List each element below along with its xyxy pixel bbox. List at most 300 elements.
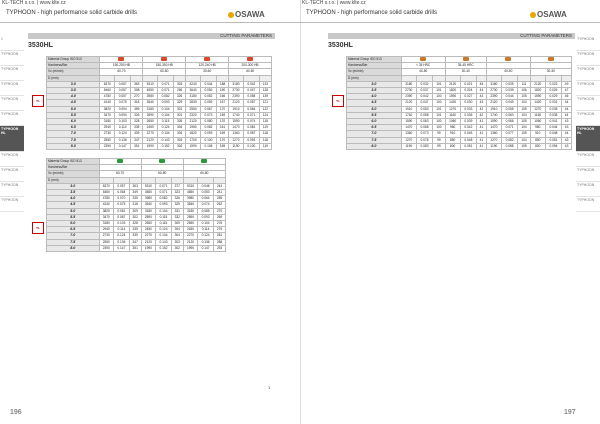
value-cell: 0.023 — [545, 81, 561, 87]
vc-cell: 40-50 — [229, 69, 272, 75]
value-cell: 0.152 — [158, 143, 174, 149]
value-cell: 3180 — [141, 208, 155, 214]
value-cell: 2120 — [143, 137, 158, 143]
value-cell: 2730 — [486, 88, 501, 94]
value-cell: 331 — [174, 106, 186, 112]
value-cell: 43 — [562, 143, 572, 149]
value-cell: 0.124 — [198, 233, 214, 239]
value-cell: 0.027 — [460, 94, 476, 100]
value-cell: 0.044 — [545, 125, 561, 131]
material-label: Material Group ISO 513 — [47, 57, 100, 63]
sideband-item: TYPHOON — [0, 96, 24, 111]
value-cell: 2890 — [143, 112, 158, 118]
value-cell: 122 — [259, 106, 271, 112]
value-cell: 1060 — [530, 119, 545, 125]
value-cell: 99 — [433, 137, 445, 143]
value-cell: 1270 — [486, 137, 501, 143]
value-cell: 170 — [216, 106, 228, 112]
value-cell: 0.103 — [114, 221, 130, 227]
value-cell: 303 — [171, 239, 183, 245]
value-cell: 0.038 — [545, 112, 561, 118]
value-cell: 167 — [216, 100, 228, 106]
sideband-item: TYPHOON — [0, 66, 24, 81]
value-cell: 0.075 — [115, 100, 131, 106]
diameter-cell: 6.5 — [347, 125, 402, 131]
value-cell: 339 — [129, 233, 141, 239]
sideband-item: TYPHOON — [576, 96, 600, 111]
value-cell: 0.082 — [156, 196, 172, 202]
diameter-label: D (mm) — [47, 177, 100, 183]
page-number: 197 — [564, 409, 576, 416]
value-cell: 0.071 — [156, 190, 172, 196]
value-cell: 3470 — [100, 112, 115, 118]
value-cell: 304 — [171, 227, 183, 233]
value-cell: 800 — [530, 143, 545, 149]
value-cell: 3180 — [186, 94, 201, 100]
value-cell: 3640 — [186, 88, 201, 94]
value-cell: 0.071 — [243, 112, 259, 118]
value-cell: 188 — [216, 81, 228, 87]
sideband-item: 1 — [0, 36, 24, 51]
sideband-item: TYPHOON — [0, 111, 24, 126]
osawa-logo: OSAWA — [530, 10, 567, 19]
value-cell: 1360 — [401, 131, 416, 137]
value-cell: 0.048 — [460, 137, 476, 143]
value-cell: 2450 — [183, 227, 197, 233]
value-cell: 42 — [477, 112, 487, 118]
value-cell: 3180 — [99, 221, 113, 227]
value-cell: 119 — [259, 125, 271, 131]
value-cell: 850 — [445, 137, 460, 143]
value-cell: 309 — [129, 208, 141, 214]
series-title: 3530HL — [328, 42, 353, 49]
diameter-cell: 5.0 — [47, 106, 100, 112]
value-cell: 363 — [129, 183, 141, 189]
value-cell: 0.033 — [460, 106, 476, 112]
value-cell: 1270 — [401, 137, 416, 143]
sideband-item: TYPHOON — [576, 51, 600, 66]
value-cell: 1360 — [229, 131, 244, 137]
page-header-title: TYPHOON - high performance solid carbide drills — [306, 10, 438, 16]
value-cell: 124 — [259, 112, 271, 118]
value-cell: 3180 — [100, 119, 115, 125]
value-cell: 2120 — [401, 100, 416, 106]
value-cell: 128 — [259, 88, 271, 94]
value-cell: 339 — [131, 131, 143, 137]
material-swatch-icon — [247, 57, 253, 61]
value-cell: 0.104 — [198, 221, 214, 227]
diameter-cell: 4.5 — [47, 202, 100, 208]
material-swatch-icon — [204, 57, 210, 61]
value-cell: 1190 — [401, 143, 416, 149]
value-cell: 347 — [131, 137, 143, 143]
value-cell: 43 — [562, 125, 572, 131]
sideband-item: TYPHOON — [0, 51, 24, 66]
value-cell: 43 — [562, 119, 572, 125]
value-cell: 0.044 — [501, 94, 517, 100]
value-cell: 41 — [477, 119, 487, 125]
value-cell: 0.046 — [198, 183, 214, 189]
value-cell: 326 — [131, 112, 143, 118]
value-cell: 5310 — [183, 183, 197, 189]
value-cell: 105 — [518, 119, 530, 125]
value-cell: 302 — [171, 245, 183, 251]
value-cell: 308 — [131, 88, 143, 94]
value-cell: 105 — [518, 143, 530, 149]
value-cell: 166 — [216, 94, 228, 100]
value-cell: 1740 — [229, 112, 244, 118]
value-cell: 0.124 — [156, 227, 172, 233]
value-cell: 133 — [259, 81, 271, 87]
material-swatch-icon — [159, 159, 165, 163]
value-cell: 0.066 — [501, 119, 517, 125]
value-cell: 99 — [433, 131, 445, 137]
value-cell: 2730 — [99, 233, 113, 239]
value-cell: 1470 — [229, 125, 244, 131]
value-cell: 0.087 — [114, 214, 130, 220]
value-cell: 0.103 — [115, 119, 131, 125]
value-cell: 0.075 — [114, 202, 130, 208]
diameter-cell: 6.0 — [347, 119, 402, 125]
diameter-label: D (mm) — [347, 75, 402, 81]
value-cell: 2730 — [401, 88, 416, 94]
diameter-cell: 4.0 — [47, 94, 100, 100]
vc-label: Vc (m/min) — [347, 69, 402, 75]
cutting-table-1 — [46, 56, 272, 150]
diameter-cell: 3.5 — [47, 190, 100, 196]
diameter-cell: 3.5 — [47, 88, 100, 94]
value-cell: 0.087 — [243, 131, 259, 137]
value-cell: 0.093 — [158, 100, 174, 106]
value-cell: 304 — [174, 131, 186, 137]
value-cell: 305 — [174, 119, 186, 125]
value-cell: 0.035 — [545, 106, 561, 112]
drill-symbol-icon: TL — [32, 222, 44, 234]
value-cell: 1910 — [486, 106, 501, 112]
vc-cell: 60-80 — [143, 69, 186, 75]
publisher-line: KL-TECH s.r.o. | www.klte.cz — [2, 0, 66, 6]
value-cell: 2120 — [183, 239, 197, 245]
value-cell: 101 — [433, 106, 445, 112]
sideband-item: TYPHOON — [0, 182, 24, 197]
value-cell: 49 — [562, 81, 572, 87]
sideband-item: TYPHOON — [576, 111, 600, 126]
sideband-item-active: TYPHOON HL — [0, 126, 24, 152]
value-cell: 351 — [129, 245, 141, 251]
value-cell: 335 — [129, 227, 141, 233]
value-cell: 0.114 — [115, 125, 131, 131]
value-cell: 0.106 — [200, 143, 216, 149]
value-cell: 0.134 — [156, 233, 172, 239]
cutting-table-2 — [46, 158, 226, 252]
value-cell: 0.077 — [501, 131, 517, 137]
diameter-cell: 8.0 — [47, 245, 100, 251]
value-cell: 910 — [445, 131, 460, 137]
value-cell: 0.124 — [115, 131, 131, 137]
value-cell: 269 — [213, 214, 225, 220]
vc-cell: 30-60 — [186, 69, 229, 75]
value-cell: 281 — [213, 233, 225, 239]
value-cell: 328 — [131, 119, 143, 125]
right-page — [300, 0, 600, 424]
value-cell: 0.064 — [198, 196, 214, 202]
value-cell: 2120 — [141, 239, 155, 245]
diameter-label: D (mm) — [47, 75, 100, 81]
material-swatch-icon — [161, 57, 167, 61]
diameter-cell: 8.0 — [47, 143, 100, 149]
value-cell: 0.147 — [198, 245, 214, 251]
value-cell: 0.042 — [460, 125, 476, 131]
hardness-cell: < 35 HRC — [401, 63, 445, 69]
value-cell: 0.063 — [416, 119, 432, 125]
value-cell: 0.081 — [243, 125, 259, 131]
value-cell: 6370 — [99, 183, 113, 189]
value-cell: 0.114 — [114, 227, 130, 233]
value-cell: 2940 — [100, 125, 115, 131]
drill-symbol-icon: TL — [332, 95, 344, 107]
diameter-cell: 3.0 — [347, 81, 402, 87]
value-cell: 0.057 — [115, 94, 131, 100]
value-cell: 0.057 — [243, 100, 259, 106]
value-cell: 0.143 — [156, 239, 172, 245]
table-row — [47, 143, 272, 149]
diameter-cell: 5.5 — [47, 214, 100, 220]
diameter-cell: 5.0 — [347, 106, 402, 112]
value-cell: 4240 — [100, 100, 115, 106]
value-cell: 1160 — [445, 112, 460, 118]
value-cell: 2120 — [530, 81, 545, 87]
value-cell: 0.083 — [416, 143, 432, 149]
sideband-item: TYPHOON — [576, 182, 600, 197]
value-cell: 0.093 — [243, 137, 259, 143]
value-cell: 3980 — [183, 196, 197, 202]
logo-mark-icon — [530, 12, 536, 18]
value-cell: 4240 — [99, 202, 113, 208]
material-swatch-icon — [548, 57, 554, 61]
value-cell: 118 — [259, 137, 271, 143]
value-cell: 0.074 — [198, 202, 214, 208]
diameter-cell: 4.0 — [47, 196, 100, 202]
value-cell: 169 — [216, 131, 228, 137]
value-cell: 0.057 — [114, 183, 130, 189]
value-cell: 0.030 — [460, 100, 476, 106]
sideband-item: TYPHOON — [0, 197, 24, 212]
value-cell: 44 — [477, 88, 487, 94]
value-cell: 0.143 — [158, 137, 174, 143]
value-cell: 3470 — [99, 214, 113, 220]
material-label: Material Group ISO 513 — [347, 57, 402, 63]
vc-cell: 60-70 — [100, 69, 143, 75]
value-cell: 1420 — [530, 100, 545, 106]
value-cell: 2390 — [486, 94, 501, 100]
value-cell: 0.136 — [115, 137, 131, 143]
value-cell: 0.051 — [460, 143, 476, 149]
value-cell: 100 — [433, 125, 445, 131]
value-cell: 293 — [213, 245, 225, 251]
vc-label: Vc (m/min) — [47, 171, 100, 177]
value-cell: 303 — [174, 81, 186, 87]
value-cell: 2450 — [141, 227, 155, 233]
value-cell: 41 — [477, 131, 487, 137]
value-cell: 3980 — [141, 196, 155, 202]
value-cell: 44 — [562, 100, 572, 106]
value-cell: 0.071 — [158, 88, 174, 94]
diameter-cell: 6.0 — [47, 221, 100, 227]
value-cell: 121 — [259, 100, 271, 106]
sideband-item: TYPHOON — [0, 152, 24, 167]
value-cell: 101 — [433, 81, 445, 87]
value-cell: 328 — [129, 221, 141, 227]
value-cell: 104 — [518, 112, 530, 118]
value-cell: 2650 — [183, 221, 197, 227]
value-cell: 2120 — [229, 100, 244, 106]
value-cell: 3540 — [141, 202, 155, 208]
value-cell: 2730 — [229, 88, 244, 94]
value-cell: 1960 — [186, 125, 201, 131]
value-cell: 0.031 — [545, 100, 561, 106]
sideband-item: TYPHOON — [0, 167, 24, 182]
value-cell: 288 — [213, 239, 225, 245]
series-title: 3530HL — [28, 42, 53, 49]
value-cell: 910 — [530, 131, 545, 137]
value-cell: 2270 — [141, 233, 155, 239]
value-cell: 100 — [433, 119, 445, 125]
value-cell: 0.081 — [114, 208, 130, 214]
value-cell: 0.104 — [156, 208, 172, 214]
value-cell: 3980 — [143, 94, 158, 100]
value-cell: 0.094 — [115, 112, 131, 118]
value-cell: 2120 — [186, 119, 201, 125]
value-cell: 0.052 — [200, 94, 216, 100]
value-cell: 2270 — [183, 233, 197, 239]
value-cell: 0.057 — [115, 88, 131, 94]
value-cell: 318 — [131, 100, 143, 106]
value-cell: 0.104 — [158, 106, 174, 112]
section-bar: CUTTING PARAMETERS — [28, 33, 275, 39]
value-cell: 1590 — [186, 143, 201, 149]
value-cell: 2890 — [141, 214, 155, 220]
value-cell: 0.082 — [200, 125, 216, 131]
diameter-cell: 5.0 — [47, 208, 100, 214]
value-cell: 4240 — [186, 81, 201, 87]
value-cell: 0.058 — [416, 112, 432, 118]
value-cell: 3540 — [183, 202, 197, 208]
value-cell: 326 — [171, 196, 183, 202]
value-cell: 101 — [433, 112, 445, 118]
vc-cell: 30-40 — [530, 69, 571, 75]
value-cell: 1160 — [530, 112, 545, 118]
value-cell: 0.047 — [416, 100, 432, 106]
value-cell: 4780 — [99, 196, 113, 202]
value-cell: 0.039 — [501, 88, 517, 94]
value-cell: 0.039 — [460, 119, 476, 125]
value-cell: 0.053 — [198, 190, 214, 196]
hardness-cell: 200-300 HB — [229, 63, 272, 69]
diameter-cell: 4.5 — [47, 100, 100, 106]
value-cell: 2120 — [445, 81, 460, 87]
value-cell: 0.088 — [501, 143, 517, 149]
diameter-cell: 7.5 — [347, 137, 402, 143]
hardness-cell: 35-45 HRC — [445, 63, 486, 69]
value-cell: 0.114 — [198, 227, 214, 233]
sideband-item: TYPHOON — [576, 167, 600, 182]
value-cell: 42 — [477, 106, 487, 112]
diameter-cell: 3.0 — [47, 183, 100, 189]
value-cell: 270 — [213, 208, 225, 214]
value-cell: 0.093 — [156, 202, 172, 208]
value-cell: 1990 — [141, 245, 155, 251]
value-cell: 0.041 — [545, 119, 561, 125]
value-cell: 0.093 — [200, 131, 216, 137]
value-cell: 326 — [174, 94, 186, 100]
diameter-cell: 8.0 — [347, 143, 402, 149]
hardness-cell: 150-250 HB — [100, 63, 143, 69]
right-sideband — [576, 36, 600, 406]
value-cell: 169 — [216, 143, 228, 149]
value-cell: 850 — [530, 137, 545, 143]
value-cell: 1990 — [183, 245, 197, 251]
value-cell: 3540 — [143, 100, 158, 106]
hardness-label: Hardness/Ber — [347, 63, 402, 69]
value-cell: 2550 — [100, 137, 115, 143]
value-cell: 329 — [171, 202, 183, 208]
diameter-cell: 7.0 — [347, 131, 402, 137]
sideband-item: TYPHOON — [576, 36, 600, 51]
value-cell: 304 — [174, 125, 186, 131]
value-cell: 139 — [259, 94, 271, 100]
value-cell: 0.051 — [545, 137, 561, 143]
header-divider — [300, 22, 600, 23]
value-cell: 1270 — [445, 106, 460, 112]
value-cell: 0.049 — [501, 100, 517, 106]
table-row — [47, 245, 226, 251]
value-cell: 0.094 — [115, 106, 131, 112]
diameter-cell: 4.5 — [347, 100, 402, 106]
value-cell: 5460 — [100, 88, 115, 94]
value-cell: 1590 — [530, 94, 545, 100]
value-cell: 0.024 — [460, 88, 476, 94]
left-sideband — [0, 36, 24, 406]
diameter-cell: 5.5 — [347, 112, 402, 118]
value-cell: 0.021 — [460, 81, 476, 87]
value-cell: 0.147 — [114, 245, 130, 251]
value-cell: 1190 — [229, 143, 244, 149]
value-cell: 2890 — [183, 214, 197, 220]
value-cell: 301 — [174, 112, 186, 118]
value-cell: 0.058 — [243, 94, 259, 100]
value-cell: 1270 — [530, 106, 545, 112]
value-cell: 270 — [131, 94, 143, 100]
value-cell: 0.048 — [545, 131, 561, 137]
value-cell: 1700 — [186, 137, 201, 143]
material-swatch-icon — [118, 57, 124, 61]
value-cell: 105 — [518, 94, 530, 100]
value-cell: 43 — [477, 100, 487, 106]
hardness-cell: 150-350 HB — [143, 63, 186, 69]
value-cell: 302 — [174, 143, 186, 149]
value-cell: 0.044 — [200, 81, 216, 87]
value-cell: 1590 — [401, 119, 416, 125]
value-cell: 0.060 — [501, 112, 517, 118]
value-cell: 1190 — [486, 143, 501, 149]
value-cell: 0.124 — [114, 233, 130, 239]
value-cell: 0.071 — [158, 81, 174, 87]
value-cell: 41 — [477, 143, 487, 149]
value-cell: 0.042 — [416, 94, 432, 100]
value-cell: 41 — [477, 125, 487, 131]
sideband-item: TYPHOON — [0, 81, 24, 96]
value-cell: 255 — [213, 196, 225, 202]
